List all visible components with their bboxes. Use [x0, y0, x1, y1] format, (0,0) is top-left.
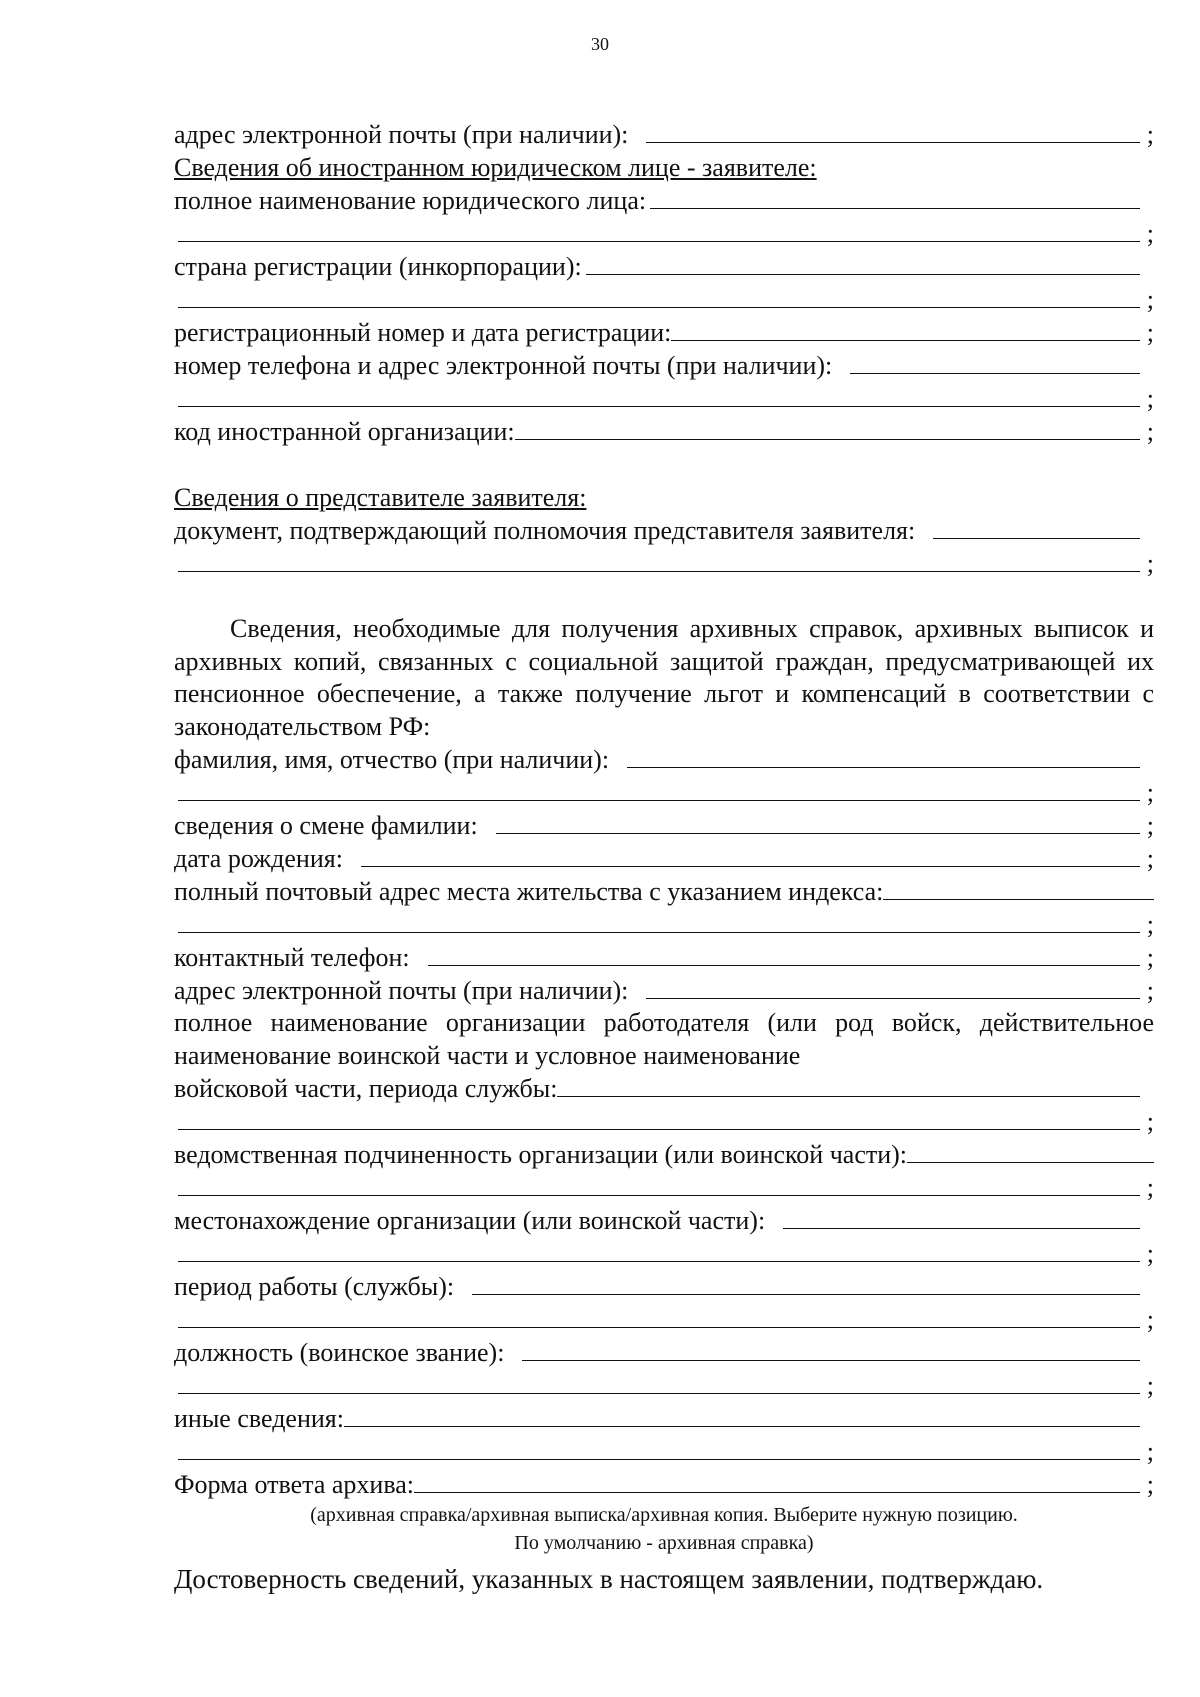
other-info-label: иные сведения:	[174, 1404, 344, 1433]
reg-number-field[interactable]	[671, 316, 1140, 341]
surname-change-label: сведения о смене фамилии:	[174, 811, 478, 840]
other-info-row-cont: ;	[174, 1435, 1154, 1468]
subordination-field-cont[interactable]	[178, 1171, 1140, 1196]
answer-form-row: Форма ответа архива: ;	[174, 1470, 1154, 1499]
location-field[interactable]	[783, 1204, 1140, 1229]
other-info-row	[174, 1402, 1154, 1435]
phone-email-field-cont[interactable]	[178, 382, 1140, 407]
phone-email-field[interactable]	[850, 349, 1140, 374]
rep-document-label: документ, подтверждающий полномочия представителя заявителя:	[174, 516, 916, 545]
surname-change-field[interactable]	[496, 809, 1140, 834]
other-info-field[interactable]	[344, 1402, 1140, 1427]
work-period-field-cont[interactable]	[178, 1303, 1140, 1328]
reg-number-label: регистрационный номер и дата регистрации:	[174, 318, 672, 347]
fio-row	[174, 743, 1154, 776]
location-label: местонахождение организации (или воинской части):	[174, 1206, 766, 1235]
form-body	[174, 118, 1154, 1599]
foreign-name-field[interactable]	[650, 184, 1140, 209]
email-row-2: адрес электронной почты (при наличии): ;	[174, 976, 1154, 1005]
reg-number-row: регистрационный номер и дата регистрации: ;	[174, 318, 1154, 347]
fio-label: фамилия, имя, отчество (при наличии):	[174, 745, 610, 774]
email-row-1: адрес электронной почты (при наличии): ;	[174, 120, 1154, 149]
org-code-row: код иностранной организации: ;	[174, 417, 1154, 446]
other-info-field-cont[interactable]	[178, 1435, 1140, 1460]
location-field-cont[interactable]	[178, 1237, 1140, 1262]
postal-address-row	[174, 875, 1154, 908]
subordination-label: ведомственная подчиненность организации (или воинской части):	[174, 1140, 908, 1169]
fio-field[interactable]	[627, 743, 1140, 768]
country-row-cont: ;	[174, 283, 1154, 316]
work-period-label: период работы (службы):	[174, 1272, 455, 1301]
phone-field[interactable]	[428, 941, 1140, 966]
postal-address-row-cont: ;	[174, 908, 1154, 941]
postal-address-field-cont[interactable]	[178, 908, 1140, 933]
fio-row-cont: ;	[174, 776, 1154, 809]
rep-document-field-cont[interactable]	[178, 547, 1140, 572]
birth-date-field[interactable]	[361, 842, 1140, 867]
position-label: должность (воинское звание):	[174, 1338, 505, 1367]
phone-email-label: номер телефона и адрес электронной почты (при наличии):	[174, 351, 833, 380]
country-label: страна регистрации (инкорпорации):	[174, 252, 582, 281]
subordination-field[interactable]	[907, 1138, 1154, 1163]
employer-paragraph: полное наименование организации работодателя (или род войск, действительное наименование воинской части и условное наименование	[174, 1008, 1154, 1070]
surname-change-row: сведения о смене фамилии: ;	[174, 811, 1154, 840]
phone-email-row	[174, 349, 1154, 382]
info-paragraph: Сведения, необходимые для получения архивных справок, архивных выписок и архивных копий, связанных с социальной защитой граждан, предусматривающей их пенсионное обеспечение, а также получение льгот и компенсаций в соответствии с законодательством РФ:	[174, 614, 1154, 741]
phone-label: контактный телефон:	[174, 943, 410, 972]
position-field[interactable]	[522, 1336, 1140, 1361]
rep-document-row	[174, 514, 1154, 547]
email-label: адрес электронной почты (при наличии):	[174, 120, 629, 149]
representative-heading: Сведения о представителе заявителя:	[174, 483, 587, 512]
phone-email-row-cont: ;	[174, 382, 1154, 415]
work-period-row-cont: ;	[174, 1303, 1154, 1336]
country-field-cont[interactable]	[178, 283, 1140, 308]
employer-row-cont: ;	[174, 1105, 1154, 1138]
birth-date-row: дата рождения: ;	[174, 844, 1154, 873]
country-field[interactable]	[586, 250, 1140, 275]
org-code-field[interactable]	[515, 415, 1140, 440]
email-label-2: адрес электронной почты (при наличии):	[174, 976, 629, 1005]
foreign-name-row-cont: ;	[174, 217, 1154, 250]
employer-row	[174, 1072, 1154, 1105]
confirmation-statement: Достоверность сведений, указанных в настоящем заявлении, подтверждаю.	[174, 1564, 1044, 1594]
foreign-name-field-cont[interactable]	[178, 217, 1140, 242]
subordination-row	[174, 1138, 1154, 1171]
answer-form-note-1: (архивная справка/архивная выписка/архивная копия. Выберите нужную позицию.	[310, 1504, 1018, 1526]
page-number: 30	[591, 34, 609, 54]
answer-form-label: Форма ответа архива:	[174, 1470, 415, 1499]
work-period-row	[174, 1270, 1154, 1303]
work-period-field[interactable]	[472, 1270, 1140, 1295]
answer-form-field[interactable]	[414, 1468, 1140, 1493]
employer-field-cont[interactable]	[178, 1105, 1140, 1130]
rep-document-field[interactable]	[933, 514, 1140, 539]
email-field-2[interactable]	[646, 974, 1140, 999]
foreign-entity-heading: Сведения об иностранном юридическом лице - заявителе:	[174, 153, 817, 182]
employer-field[interactable]	[557, 1072, 1140, 1097]
foreign-name-label: полное наименование юридического лица:	[174, 186, 647, 215]
email-field[interactable]	[646, 118, 1140, 143]
location-row	[174, 1204, 1154, 1237]
position-row	[174, 1336, 1154, 1369]
birth-date-label: дата рождения:	[174, 844, 343, 873]
employer-label: войсковой части, периода службы:	[174, 1074, 558, 1103]
org-code-label: код иностранной организации:	[174, 417, 515, 446]
subordination-row-cont: ;	[174, 1171, 1154, 1204]
location-row-cont: ;	[174, 1237, 1154, 1270]
postal-address-label: полный почтовый адрес места жительства с указанием индекса:	[174, 877, 884, 906]
country-row	[174, 250, 1154, 283]
position-field-cont[interactable]	[178, 1369, 1140, 1394]
rep-document-row-cont: ;	[174, 547, 1154, 580]
position-row-cont: ;	[174, 1369, 1154, 1402]
postal-address-field[interactable]	[883, 875, 1154, 900]
phone-row: контактный телефон: ;	[174, 943, 1154, 972]
answer-form-note-2: По умолчанию - архивная справка)	[514, 1532, 814, 1554]
fio-field-cont[interactable]	[178, 776, 1140, 801]
foreign-name-row	[174, 184, 1154, 217]
